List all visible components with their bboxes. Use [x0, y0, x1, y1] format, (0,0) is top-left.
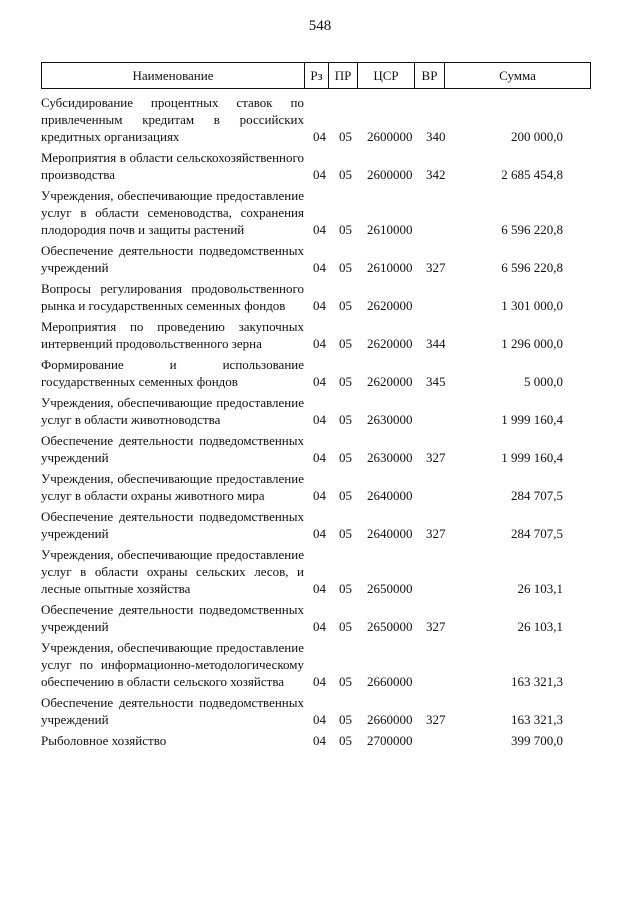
- row-name: Мероприятия в области сельскохозяйственного производства: [41, 150, 304, 182]
- header-csr: ЦСР: [358, 63, 415, 88]
- row-vr: 327: [426, 619, 446, 634]
- row-sum: 1 999 160,4: [501, 412, 563, 427]
- row-name: Рыболовное хозяйство: [41, 733, 167, 748]
- table-row: [41, 639, 621, 690]
- row-name: Обеспечение деятельности подведомственных учреждений: [41, 243, 304, 275]
- row-pr: 05: [339, 260, 352, 275]
- row-vr: 327: [426, 450, 446, 465]
- table-row: [41, 601, 621, 635]
- row-rz: 04: [313, 526, 326, 541]
- row-sum: 26 103,1: [517, 619, 563, 634]
- row-name: Учреждения, обеспечивающие предоставление услуг в области семеноводства, сохранения плодородия почв и защиты растений: [41, 188, 304, 237]
- row-rz: 04: [313, 712, 326, 727]
- row-csr: 2660000: [367, 712, 413, 727]
- row-csr: 2700000: [367, 733, 413, 748]
- row-pr: 05: [339, 222, 352, 237]
- row-rz: 04: [313, 298, 326, 313]
- row-rz: 04: [313, 260, 326, 275]
- row-name: Учреждения, обеспечивающие предоставление услуг по информационно-методологическому обеспечению в области сельского хозяйства: [41, 640, 304, 689]
- row-pr: 05: [339, 450, 352, 465]
- row-name: Обеспечение деятельности подведомственных учреждений: [41, 695, 304, 727]
- row-pr: 05: [339, 129, 352, 144]
- table-row: [41, 149, 621, 183]
- row-vr: 345: [426, 374, 446, 389]
- table-row: [41, 394, 621, 428]
- row-rz: 04: [313, 222, 326, 237]
- row-pr: 05: [339, 412, 352, 427]
- table-row: [41, 470, 621, 504]
- row-pr: 05: [339, 298, 352, 313]
- header-sum: Сумма: [499, 67, 536, 83]
- row-rz: 04: [313, 674, 326, 689]
- table-header: [41, 62, 591, 89]
- row-csr: 2620000: [367, 298, 413, 313]
- row-name: Обеспечение деятельности подведомственных учреждений: [41, 433, 304, 465]
- row-sum: 1 999 160,4: [501, 450, 563, 465]
- row-pr: 05: [339, 167, 352, 182]
- row-pr: 05: [339, 674, 352, 689]
- row-rz: 04: [313, 412, 326, 427]
- row-rz: 04: [313, 581, 326, 596]
- table-row: [41, 432, 621, 466]
- row-pr: 05: [339, 374, 352, 389]
- row-rz: 04: [313, 336, 326, 351]
- row-csr: 2650000: [367, 581, 413, 596]
- row-pr: 05: [339, 619, 352, 634]
- row-rz: 04: [313, 733, 326, 748]
- row-csr: 2630000: [367, 450, 413, 465]
- header-pr: ПР: [329, 63, 358, 88]
- row-csr: 2620000: [367, 374, 413, 389]
- row-name: Учреждения, обеспечивающие предоставление услуг в области охраны сельских лесов, и лесные опытные хозяйства: [41, 547, 304, 596]
- row-csr: 2640000: [367, 526, 413, 541]
- row-name: Вопросы регулирования продовольственного рынка и государственных семенных фондов: [41, 281, 304, 313]
- row-csr: 2620000: [367, 336, 413, 351]
- table-row: [41, 694, 621, 728]
- header-rz: Рз: [305, 63, 329, 88]
- table-row: [41, 242, 621, 276]
- row-pr: 05: [339, 581, 352, 596]
- row-pr: 05: [339, 526, 352, 541]
- row-sum: 163 321,3: [511, 712, 563, 727]
- table-row: [41, 318, 621, 352]
- row-pr: 05: [339, 488, 352, 503]
- row-vr: 342: [426, 167, 446, 182]
- row-csr: 2610000: [367, 260, 413, 275]
- row-rz: 04: [313, 129, 326, 144]
- row-name: Учреждения, обеспечивающие предоставление услуг в области охраны животного мира: [41, 471, 304, 503]
- table-row: [41, 94, 621, 145]
- table-row: [41, 356, 621, 390]
- row-vr: 344: [426, 336, 446, 351]
- row-pr: 05: [339, 712, 352, 727]
- row-sum: 399 700,0: [511, 733, 563, 748]
- table-row: [41, 280, 621, 314]
- header-name: Наименование: [42, 63, 305, 88]
- row-sum: 284 707,5: [511, 488, 563, 503]
- row-pr: 05: [339, 733, 352, 748]
- row-csr: 2660000: [367, 674, 413, 689]
- row-pr: 05: [339, 336, 352, 351]
- row-sum: 26 103,1: [517, 581, 563, 596]
- row-csr: 2610000: [367, 222, 413, 237]
- row-csr: 2600000: [367, 129, 413, 144]
- table-row: [41, 187, 621, 238]
- row-sum: 1 296 000,0: [501, 336, 563, 351]
- row-name: Обеспечение деятельности подведомственных учреждений: [41, 602, 304, 634]
- row-sum: 200 000,0: [511, 129, 563, 144]
- row-vr: 327: [426, 260, 446, 275]
- table-row: [41, 732, 621, 749]
- row-sum: 5 000,0: [524, 374, 563, 389]
- page-number: 548: [308, 18, 332, 34]
- row-sum: 6 596 220,8: [501, 222, 563, 237]
- row-sum: 1 301 000,0: [501, 298, 563, 313]
- row-name: Обеспечение деятельности подведомственных учреждений: [41, 509, 304, 541]
- table-row: [41, 546, 621, 597]
- row-rz: 04: [313, 619, 326, 634]
- row-csr: 2600000: [367, 167, 413, 182]
- row-sum: 163 321,3: [511, 674, 563, 689]
- row-name: Формирование и использование государственных семенных фондов: [41, 357, 304, 389]
- row-vr: 327: [426, 526, 446, 541]
- table-body: [41, 94, 621, 753]
- row-rz: 04: [313, 488, 326, 503]
- row-sum: 2 685 454,8: [501, 167, 563, 182]
- header-vr: ВР: [415, 63, 445, 88]
- row-name: Субсидирование процентных ставок по привлеченным кредитам в российских кредитных организациях: [41, 95, 304, 144]
- row-sum: 284 707,5: [511, 526, 563, 541]
- row-rz: 04: [313, 450, 326, 465]
- row-rz: 04: [313, 374, 326, 389]
- row-name: Учреждения, обеспечивающие предоставление услуг в области животноводства: [41, 395, 304, 427]
- row-name: Мероприятия по проведению закупочных интервенций продовольственного зерна: [41, 319, 304, 351]
- row-csr: 2630000: [367, 412, 413, 427]
- row-sum: 6 596 220,8: [501, 260, 563, 275]
- row-csr: 2640000: [367, 488, 413, 503]
- row-csr: 2650000: [367, 619, 413, 634]
- row-vr: 327: [426, 712, 446, 727]
- row-rz: 04: [313, 167, 326, 182]
- table-row: [41, 508, 621, 542]
- row-vr: 340: [426, 129, 446, 144]
